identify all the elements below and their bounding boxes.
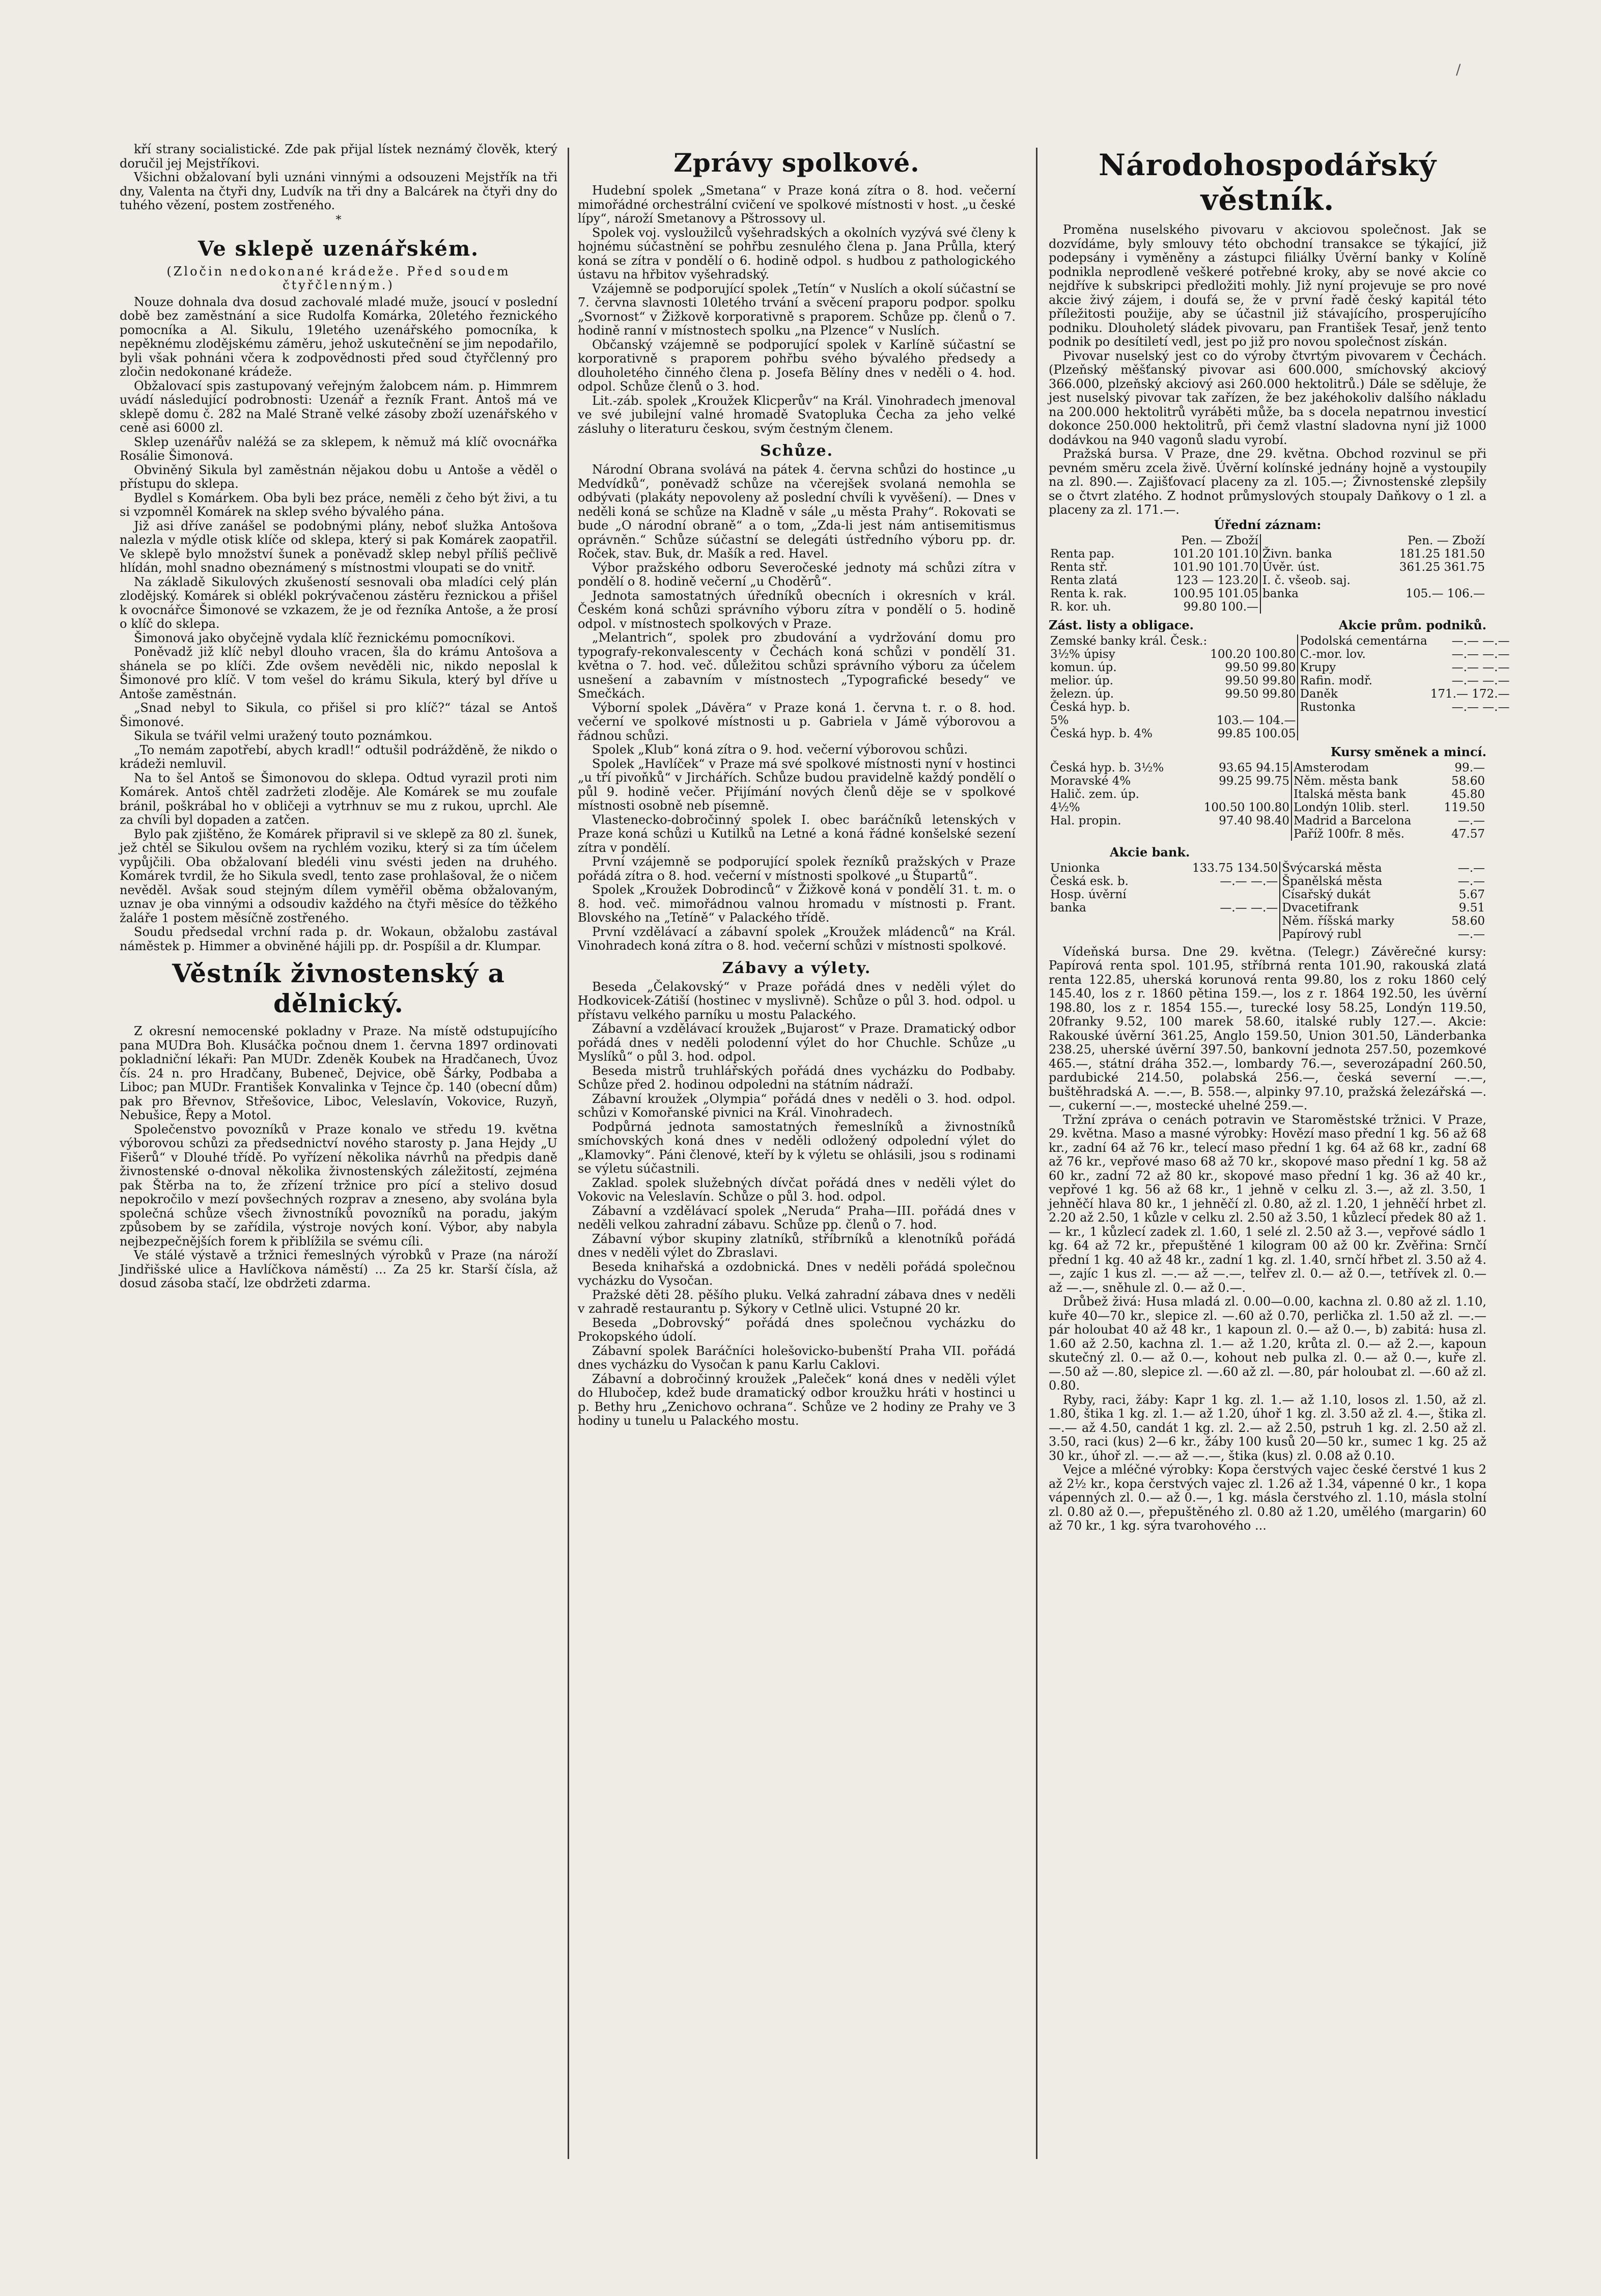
table-cell: —.— —.—: [1220, 901, 1278, 915]
paragraph: Obžalovací spis zastupovaný veřejným žalobcem nám. p. Himmrem uvádí následující podrobnosti: Uzenář a řezník Frant. Antoš má ve sklepě domu č. 282 na Malé Straně velké zásoby zboží uzenářského v ceně asi 6000 zl.: [120, 378, 557, 435]
table-cell: 123 — 123.20: [1176, 573, 1259, 587]
table-cell: —.—: [1457, 814, 1485, 827]
paragraph: Poněvadž již klíč nebyl dlouho vracen, šla do krámu Antošova a shánela se po klíči. Zde ovšem nevěděli nic, nikdo neposlal k Šimonové pro klíč. V tom vešel do krámu Sikula, který byl dříve u Antoše zaměstnán.: [120, 645, 557, 701]
notice-item: Podpůrná jednota samostatných řemeslníků a živnostníků smíchovských koná dnes v neděli odložený odpolední výlet do „Klamovky“. Páni členové, kteří by k výletu se ohlásili, jsou s rodinami se výletu súčastnili.: [578, 1119, 1016, 1176]
table-cell: [1429, 714, 1511, 727]
table-row: [1049, 600, 1486, 614]
column-rule: [1036, 148, 1037, 2159]
table-cell: [1209, 634, 1298, 648]
table-cell: [1298, 727, 1428, 740]
table-cell: 181.25 181.50: [1399, 547, 1485, 561]
table-cell: Něm. města bank: [1291, 774, 1435, 788]
table-cell: —.— —.—: [1451, 674, 1510, 687]
table-cell: Španělská města: [1280, 875, 1437, 888]
table-row: [1049, 661, 1511, 674]
table-cell: [1049, 915, 1159, 928]
table-section-title: Zást. listy a obligace.: [1049, 617, 1194, 632]
table-cell: [1049, 534, 1148, 547]
paragraph: Bydlel s Komárkem. Oba byli bez práce, neměli z čeho být živi, a tu si vzpomněl Komárek na sklep svého bývalého pána.: [120, 490, 557, 519]
table-cell: Renta pap.: [1050, 547, 1115, 561]
table-cell: [1186, 827, 1291, 841]
table-cell: 101.90 101.70: [1172, 560, 1259, 574]
table-cell: Zemské banky král. Česk.:: [1050, 634, 1207, 648]
table-cell: 99.80 100.—: [1183, 600, 1259, 614]
paragraph: Pražská bursa. V Praze, dne 29. května. Obchod rozvinul se při pevném směru zcela živě. Úvěrní kolínské jednány hojně a vystoupily na zl. 890.—. Zajišťovací placeny za zl. 105.—; Živnostenské zlepšily se o čtvrt zlatého. Z hodnot průmyslových stoupaly Daňkovy o 1 zl. a placeny za zl. 171.—.: [1049, 447, 1486, 517]
notice-item: Beseda mistrů truhlářských pořádá dnes vycházku do Podbaby. Schůze před 2. hodinou odpoledni na státním nádraží.: [578, 1063, 1016, 1092]
table-cell: —.— —.—: [1451, 700, 1510, 714]
table-row: [1049, 901, 1486, 915]
notice-item: „Melantrich“, spolek pro zbudování a vydržování domu pro typografy-rekonvalescenty v Čechách koná schůzi v pondělí 31. května o 7. hod. več. důležitou schůzi správního výboru za účelem usnešení a zabavním v místnostech „Typografické besedy“ ve Smečkách.: [578, 630, 1016, 701]
table-cell: Hal. propin.: [1050, 814, 1121, 827]
table-row: [1049, 888, 1486, 901]
paragraph: Šimonová jako obyčejně vydala klíč řeznickému pomocníkovi.: [134, 630, 516, 645]
table-cell: Dvacetifrank: [1280, 901, 1437, 915]
paragraph: kří strany socialistické. Zde pak přijal lístek neznámý člověk, který doručil jej Mejstříkovi.: [120, 142, 557, 171]
paragraph: Drůbež živá: Husa mladá zl. 0.00—0.00, kachna zl. 0.80 až zl. 1.10, kuře 40—70 kr., slepice zl. —.60 až 0.70, perlička zl. 1.50 až zl. —.— pár holoubat 40 až 48 kr., 1 kapoun zl. 0.— až 0.—, b) zabitá: husa zl. 1.60 až 2.50, kachna zl. 1.— až 1.20, krůta zl. 0.— až 2.—, kapoun skutečný zl. 0.— až 0.—, kohout neb pulka zl. 0.— až 0.—, kuře zl. —.50 až —.80, slepice zl. —.60 až zl. —.80, pár holoubat zl. —.60 až zl. 0.80.: [1049, 1294, 1486, 1393]
table-cell: [1260, 600, 1375, 614]
notice-item: Z okresní nemocenské pokladny v Praze. Na místě odstupujícího pana MUDra Boh. Klusáčka počnou dnem 1. června 1897 ordinovati pokladniční lékaři: Pan MUDr. Zdeněk Koubek na Hradčanech, Úvoz čís. 24 n. pro Hradčany, Bubeneč, Dejvice, obě Šárky, Podbaba a Liboc; pan MUDr. František Konvalinka v Tejnce čp. 140 (obecní dům) pak pro Břevnov, Střešovice, Liboc, Veleslavín, Vokovice, Ruzyň, Nebušice, Řepy a Motol.: [120, 1024, 557, 1122]
table-row: [1049, 534, 1486, 547]
rates-table: [1049, 534, 1486, 614]
table-cell: Švýcarská města: [1280, 862, 1437, 875]
table-row: [1049, 587, 1486, 600]
table-row: [1049, 561, 1486, 574]
paragraph: Proměna nuselského pivovaru v akciovou společnost. Jak se dozvídáme, byly smlouvy této obchodní transakce se týkající, již podepsány i vyměněny a zástupci filiálky Úvěrní banky v Kolíně podnikla neprodleně veškeré potřebné kroky, aby se nové akcie co nejdříve k subskripci předložiti mohly. Již nyní projevuje se pro nové akcie živý zájem, i doufá se, že v první řadě český kapitál této příležitosti použije, aby se účastnil již stávajícího, prosperujícího podniku. Dlouholetý sládek pivovaru, pan František Tesař, jenž tento podnik po desítiletí vedl, jest po již pro novou společnost získán.: [1049, 223, 1486, 349]
table-cell: Renta k. rak.: [1050, 587, 1127, 600]
economy-paragraphs: [1049, 223, 1486, 517]
notice-item: Beseda „Dobrovský“ pořádá dnes společnou vycházku do Prokopského údolí.: [578, 1315, 1016, 1344]
notice-item: Vlastenecko-dobročinný spolek I. obec baráčníků letenských v Praze koná schůzi u Kutilků na Letné a koná řádné konšelské sezení zítra v pondělí.: [578, 812, 1016, 855]
table-row: [1049, 928, 1486, 941]
table-row: [1049, 701, 1511, 714]
page-mark: /: [1456, 61, 1461, 78]
table-cell: 93.65 94.15: [1219, 761, 1290, 774]
table-row: [1049, 727, 1511, 740]
table-row: [1049, 801, 1486, 814]
table-cell: 361.25 361.75: [1399, 560, 1485, 574]
table-cell: 119.50: [1444, 800, 1485, 814]
paragraph: Na základě Sikulových zkušeností sesnovali oba mladíci celý plán zlodějský. Komárek si oblékl pokrývačenou zástěru řeznickou a přišel k ovocnářce Šimonové se vzkazem, že je od řezníka Antoše, a že prosí o klíč do sklepa.: [120, 574, 557, 631]
notice-item: Spolek voj. vysloužilců vyšehradských a okolních vyzývá své členy k hojnému súčastnění se pohřbu zesnulého člena p. Jana Průlla, který koná se zítra v pondělí o 6. hodině odpol. s hudbou z pathologického ústavu na hřbitov vyšehradský.: [578, 225, 1016, 282]
vienna-bourse: Vídeňská bursa. Dne 29. května. (Telegr.) Závěrečné kursy: Papírová renta spol. 101.95, stříbrná renta 101.90, rakouská zlatá renta 122.85, uherská korunová renta 99.80, los z roku 1860 celý 145.40, los z r. 1860 pětina 159.—, los z r. 1864 192.50, les úvěrní 198.80, los z r. 1854 155.—, turecké losy 58.25, Londýn 119.50, 20franky 9.52, 100 marek 58.60, italské rubly 127.—. Akcie: Rakouské úvěrní 361.25, Anglo 159.50, Union 301.50, Länderbanka 238.25, uherské úvěrní 397.50, bankovní jednota 257.50, pozemkové 465.—, státní dráha 352.—, lombardy 76.—, severozápadní 260.50, pardubické 214.50, polabská 256.—, česká severní —.—, buštěhradská A. —.—, B. 558.—, alpinky 97.10, pražská železářská —.—, cukerní —.—, mostecké uhelné 259.—.: [1049, 944, 1486, 1113]
table-cell: 171.— 172.—: [1430, 687, 1510, 701]
paragraph: „To nemám zapotřebí, abych kradl!“ odtušil podrážděně, že nikdo o krádeži nemluvil.: [120, 742, 557, 771]
table-cell: banka: [1260, 587, 1375, 600]
table-cell: 45.80: [1451, 787, 1485, 801]
table-row: [1049, 674, 1511, 687]
notice-item: Občanský vzájemně se podporující spolek v Karlíně súčastní se korporativně s praporem pohřbu svého bývalého předsedy a dlouholetého činného člena p. Josefa Bělíny dnes v neděli o 4. hod. odpol. Schůze členů o 3. hod.: [578, 337, 1016, 394]
table-cell: 99.25 99.75: [1219, 774, 1290, 788]
notice-item: Zábavní a vzdělávací spolek „Neruda“ Praha—III. pořádá dnes v neděli velkou zahradní zábavu. Schůze pp. členů o 7. hod.: [578, 1203, 1016, 1232]
paragraph: Sklep uzenářův naléžá se za sklepem, k němuž má klíč ovocnářka Rosálie Šimonová.: [120, 434, 557, 463]
table-cell: Moravské 4%: [1050, 774, 1131, 788]
table-cell: Rafin. modř.: [1298, 674, 1428, 687]
table-row: [1049, 648, 1511, 661]
table-cell: [1049, 827, 1186, 841]
table-row: [1049, 774, 1486, 788]
notice-item: Beseda „Čelakovský“ v Praze pořádá dnes v neděli výlet do Hodkovicek-Zátiší (hostinec v myslivně). Schůze o půl 3. hod. odpol. u přístavu velkého parníku u mostu Palackého.: [578, 979, 1016, 1022]
paragraph: Soudu předsedal vrchní rada p. dr. Wokaun, obžalobu zastával náměstek p. Himmer a obviněné hájili pp. dr. Pospíšil a dr. Klumpar.: [120, 925, 557, 953]
table-cell: —.— —.—: [1451, 660, 1510, 674]
table-cell: Podolská cementárna: [1298, 634, 1428, 648]
table-cell: 47.57: [1451, 827, 1485, 841]
table-title: Úřední záznam:: [1214, 517, 1322, 532]
paragraph: Bylo pak zjištěno, že Komárek připravil si ve sklepě za 80 zl. šunek, jež chtěl se Sikulou ovšem na rychlém voziku, který si za tím účelem vypůjčili. Oba obžalovaní bledéli vinu svésti jeden na druhého. Komárek tvrdil, že ho Sikula svedl, tento zase prohlašoval, že o ničem nevěděl. Avšak soud stejným dílem vyměřil oběma obžalovaným, uznav je oba vinnými a odsoudiv každého na čtyři měsíce do těžkého žaláře 1 postem měsíčně zostřeného.: [120, 826, 557, 925]
table-cell: 99.50 99.80: [1225, 674, 1296, 687]
subsection-heading: Zábavy a výlety.: [722, 959, 872, 977]
table-cell: Renta zlatá: [1050, 573, 1118, 587]
table-cell: [1298, 714, 1428, 727]
column-left: [120, 143, 557, 2169]
table-cell: 103.— 104.—: [1216, 713, 1296, 727]
table-cell: Krupy: [1298, 661, 1428, 674]
table-cell: melior. úp.: [1050, 674, 1113, 687]
paragraph: „Snad nebyl to Sikula, co přišel si pro klíč?“ tázal se Antoš Šimonové.: [120, 701, 557, 729]
table-cell: 99.85 100.05: [1217, 727, 1296, 740]
section-heading: Národohospodářský věstník.: [1098, 148, 1437, 217]
table-cell: —.— —.—: [1451, 647, 1510, 661]
market-report: [1049, 1113, 1486, 1533]
table-row: [1049, 634, 1511, 648]
table-row: [1049, 547, 1486, 561]
table-row: [1049, 862, 1486, 875]
table-cell: Česká hyp. b. 3½%: [1050, 761, 1164, 774]
table-cell: 4½%: [1050, 800, 1080, 814]
table-cell: [1159, 888, 1280, 901]
table-cell: 99.50 99.80: [1225, 660, 1296, 674]
table-cell: C.-mor. lov.: [1298, 648, 1428, 661]
exchange-table: [1049, 761, 1486, 841]
table-cell: [1260, 534, 1375, 547]
table-cell: 133.75 134.50: [1192, 861, 1278, 875]
table-row: [1049, 814, 1486, 827]
table-cell: banka: [1050, 901, 1086, 915]
notice-item: Společenstvo povozníků v Praze konalo ve středu 19. května výborovou schůzi za předsednictví nového starosty p. Jana Hejdy „U Fišerů“ v Dlouhé třídě. Po vyřízení několika návrhů na předpis daně živnostenské o-dnoval několika živnostenských záležitostí, zejména pak Štěrba na to, že zřízení tržnice pro pící a stelivo dosud nepokročilo v mezí povšechných rozprav a zneseno, aby svolána byla společná schůze všech živnostníků povozníků na poradu, jakým způsobem by se zařídila, výstroje nových koní. Výbor, aby nabyla nejbezpečnějších forem k přiblížila se svému cíli.: [120, 1122, 557, 1249]
table-cell: Pen. — Zboží: [1408, 534, 1485, 547]
notice-item: Zábavní a vzdělávací kroužek „Bujarost“ v Praze. Dramatický odbor pořádá dnes v neděli polodenní výlet do hor Chuchle. Schůze „u Myslíků“ o půl 3. hod. odpol.: [578, 1021, 1016, 1064]
table-cell: [1049, 928, 1159, 941]
notice-item: Zaklad. spolek služebných dívčat pořádá dnes v neděli výlet do Vokovic na Veleslavín. Schůze o půl 3. hod. odpol.: [578, 1175, 1016, 1204]
table-cell: Živn. banka: [1260, 547, 1375, 561]
table-cell: Úvěr. úst.: [1260, 561, 1375, 574]
table-cell: Rustonka: [1298, 701, 1428, 714]
paragraph: Již asi dříve zanášel se podobnými plány, neboť služka Antošova nalezla v mýdle otisk klíče od sklepa, který si pak Komárek zaopatřil. Ve sklepě bylo množství šunek a poněvadž sklep nebyl příliš pečlivě hlídán, mohl snadno obeznámený s místnostmi vloupati se do vnitř.: [120, 518, 557, 575]
table-cell: —.— —.—: [1220, 874, 1278, 888]
table-cell: Papírový rubl: [1280, 928, 1437, 941]
section-heading: Zprávy spolkové.: [673, 148, 920, 178]
table-cell: R. kor. uh.: [1050, 600, 1111, 614]
table-cell: Císařský dukát: [1280, 888, 1437, 901]
paragraph: Ryby, raci, žáby: Kapr 1 kg. zl. 1.— až 1.10, losos zl. 1.50, až zl. 1.80, štika 1 kg. zl. 1.— až 1.20, úhoř 1 kg. zl. 3.50 až zl. 4.—, štika zl. —.— až 4.50, candát 1 kg. zl. 2.— až 2.50, pstruh 1 kg. zl. 2.50 až zl. 3.50, raci (kus) 2—6 kr., žáby 100 kusů 20—50 kr., sumec 1 kg. 25 až 30 kr., úhoř zl. —.— až —.—, štika (kus) zl. 0.08 až 0.10.: [1049, 1392, 1486, 1463]
table-cell: 100.50 100.80: [1203, 800, 1290, 814]
paragraph: Všichni obžalovaní byli uznáni vinnými a odsouzeni Mejstřík na tři dny, Valenta na čtyři dny, Ludvík na tři dny a Balcárek na čtyři dny do tuhého vězení, postem zostřeného.: [120, 170, 557, 212]
table-row: [1049, 714, 1511, 727]
paragraph: Pivovar nuselský jest co do výroby čtvrtým pivovarem v Čechách. (Plzeňský měšťanský pivovar asi 600.000, smíchovský akciový 366.000, plzeňský akciový asi 260.000 hektolitrů.) Dále se sděluje, že jest nuselský pivovar tak zařízen, že bez jakéhokoliv dalšího nákladu na 200.000 hektolitrů vyráběti může, ba s docela nepatrnou investicí dokonce 250.000 hektolitrů, při čemž vlastní sladovna nyní již 1000 dodávkou na 940 vagonů sladu vyrobí.: [1049, 348, 1486, 447]
notice-item: Hudební spolek „Smetana“ v Praze koná zítra o 8. hod. večerní mimořádné orchestrální cvičení ve spolkové místnosti v host. „u české lípy“, nároží Smetanovy a Pštrossovy ul.: [578, 183, 1016, 226]
table-cell: Renta stř.: [1050, 560, 1108, 574]
table-cell: [1159, 915, 1280, 928]
paragraph: Obviněný Sikula byl zaměstnán nějakou dobu u Antoše a věděl o přístupu do sklepa.: [120, 462, 557, 491]
table-row: [1049, 827, 1486, 841]
paragraph: Tržní zpráva o cenách potravin ve Staroměstské tržnici. V Praze, 29. května. Maso a masné výrobky: Hovězí maso přední 1 kg. 56 až 68 kr., zadní 64 až 76 kr., telecí maso přední 1 kg. 64 až 68 kr., zadní 68 až 76 kr., vepřové maso 68 až 70 kr., skopové maso přední 1 kg. 58 až 60 kr., zadní 72 až 80 kr., skopové maso přední 1 kg. 36 až 40 kr., vepřové 1 kg. 56 až 68 kr., 1 jehně v celku zl. 3.—, až zl. 3.50, 1 jehněčí hlava 80 kr., 1 jehněčí zl. 0.80, až zl. 1.20, 1 jehněčí hrbet zl. 2.20 až 2.50, 1 kůzle v celku zl. 2.50 až 3.50, 1 kůzlecí předek 80 až 1.— kr., 1 kůzlecí zadek zl. 1.60, 1 selé zl. 2.50 až 3.—, vepřové sádlo 1 kg. 64 až 72 kr., přepuštěné 1 kilogram 00 až 00 kr. Zvěřina: Srnčí přední 1 kg. 40 až 48 kr., zadní 1 kg. zl. 1.40, srnčí hřbet zl. 3.50 až 4.—, zajíc 1 kus zl. —.— až —.—, telřev zl. 0.— až 0.—, tetřívek zl. 0.— až —.—, sněhule zl. 0.— až 0.—.: [1049, 1112, 1486, 1295]
table-cell: Daněk: [1298, 687, 1428, 701]
table-cell: Něm. říšská marky: [1280, 915, 1437, 928]
table-row: [1049, 761, 1486, 774]
notice-item: Spolek „Klub“ koná zítra o 9. hod. večerní výborovou schůzi.: [592, 742, 968, 757]
notice-item: Ve stálé výstavě a tržnici řemeslných výrobků v Praze (na nároží Jindřišské ulice a Havlíčkova náměstí) ... Za 25 kr. Starší čísla, až dosud zásoba stačí, lze obdržeti zdarma.: [120, 1248, 557, 1290]
notice-item: Národní Obrana svolává na pátek 4. června schůzi do hostince „u Medvídků“, poněvadž schůze na včerejšek svolaná nemohla se odbývati (plakáty nepovoleny až poslední chvíli k vyvěšení). — Dnes v neděli koná se schůze na Kladně v sále „u města Prahy“. Rokovati se bude „O národní obraně“ a o tom, „Zda-li jest nám antisemitismus oprávněn.“ Schůze súčastní se delegáti ústředního výboru pp. dr. Roček, stav. Buk, dr. Mašík a red. Havel.: [578, 462, 1016, 561]
table-cell: —.— —.—: [1451, 634, 1510, 648]
table-cell: —.—: [1457, 874, 1485, 888]
table-cell: Česká hyp. b.: [1050, 700, 1131, 714]
notice-item: Spolek „Havlíček“ v Praze má své spolkové místnosti nyní v hostinci „u tří pivoňků“ v Jirchářích. Schůze budou pravidelně každý pondělí o půl 9. hodině večer. Přijímání nových členů děje se v spolkové místnosti osobně neb písemně.: [578, 756, 1016, 813]
notice-item: Jednota samostatných úředníků obecních i okresních v král. Českém koná schůzi správního výboru zítra v pondělí o 5. hodině odpol. v místnostech spolkových v Praze.: [578, 588, 1016, 631]
notice-item: Výbor pražského odboru Severočeské jednoty má schůzi zítra v pondělí o 8. hodině večerní „u Choděrů“.: [578, 560, 1016, 589]
column-middle: [578, 143, 1016, 2169]
table-cell: Hosp. úvěrní: [1050, 888, 1127, 901]
section-heading: Věstník živnostenský a dělnický.: [172, 958, 505, 1018]
table-cell: [1429, 727, 1511, 740]
article-heading: Ve sklepě uzenářském.: [198, 236, 480, 261]
intro-paragraphs: [120, 143, 557, 213]
column-right: [1049, 143, 1510, 2169]
notice-item: Zábavní kroužek „Olympia“ pořádá dnes v neděli o 3. hod. odpol. schůzi v Komořanské pivnici na Král. Vinohradech.: [578, 1091, 1016, 1120]
notice-item: Beseda knihařská a ozdobnická. Dnes v neděli pořádá společnou vycházku do Vysočan.: [578, 1259, 1016, 1288]
paragraph: Sikula se tvářil velmi uražený touto poznámkou.: [134, 729, 433, 743]
notice-item: První vzdělávací a zábavní spolek „Kroužek mládenců“ na Král. Vinohradech koná zítra o 8. hod. večerní schůzi v místnosti spolkové.: [578, 924, 1016, 953]
bonds-table: [1049, 634, 1511, 740]
table-cell: 5%: [1050, 713, 1069, 727]
column-rule: [568, 148, 569, 2159]
table-cell: [1186, 788, 1291, 801]
table-cell: Londýn 10lib. sterl.: [1291, 801, 1435, 814]
table-section-title: Akcie prům. podniků.: [1338, 617, 1486, 632]
article-subheading: (Zločin nedokonané krádeže. Před soudem čtyřčlenným.): [166, 264, 511, 292]
article-body: [120, 295, 557, 954]
notice-item: Výborní spolek „Dávěra“ v Praze koná 1. června t. r. o 8. hod. večerní ve spolkové místnosti u p. Gabriela v Jámě výborovou a řádnou schůzi.: [578, 700, 1016, 743]
notice-item: První vzájemně se podporující spolek řezníků pražských v Praze pořádá zítra o 8. hod. večerní v místnosti spolkové „u Štupartů“.: [578, 854, 1016, 883]
table-row: [1049, 875, 1486, 888]
table-cell: I. č. všeob. saj.: [1260, 574, 1375, 587]
table-cell: 5.67: [1458, 888, 1485, 901]
notice-item: Vzájemně se podporující spolek „Tetín“ v Nuslích a okolí súčastní se 7. června slavnosti 10letého trvání a svěcení praporu podpor. spolku „Svornost“ v Žižkově korporativně s praporem. Schůze pp. členů o 7. hodině ranní v místnostech spolku „na Plzence“ v Nuslích.: [578, 281, 1016, 338]
table-cell: 99.50 99.80: [1225, 687, 1296, 701]
notice-item: Zábavní výbor skupiny zlatníků, stříbrníků a klenotníků pořádá dnes v neděli výlet do Zbraslavi.: [578, 1231, 1016, 1260]
paragraph: Nouze dohnala dva dosud zachovalé mladé muže, jsoucí v poslední době bez zaměstnání a sice Rudolfa Komárka, 20letého řeznického pomocníka a Al. Sikulu, 19letého uzenářského pomocníka, k nepěknému zlodějskému záměru, jehož uskutečnění se jim nepodařilo, byli však pohnáni včera k zodpovědnosti před soud čtyřčlenný pro zločin nedokonané krádeže.: [120, 294, 557, 379]
table-section-title: Akcie bank.: [1110, 844, 1190, 860]
notice-item: Spolek „Kroužek Dobrodinců“ v Žižkově koná v pondělí 31. t. m. o 8. hod. več. mimořádnou valnou hromadu v místnosti p. Frant. Blovského na „Tetíně“ v Palackého třídě.: [578, 882, 1016, 925]
table-cell: železn. úp.: [1050, 687, 1114, 701]
table-cell: 58.60: [1451, 774, 1485, 788]
notice-item: Zábavní a dobročinný kroužek „Paleček“ koná dnes v neděli výlet do Hlubočep, kdež bude dramatický odbor kroužku hráti v hostinci u p. Bethy hru „Zenichovo ochrana“. Schůze ve 2 hodiny ze Prahy ve 3 hodiny u tunelu u Palackého mostu.: [578, 1371, 1016, 1428]
table-cell: 97.40 98.40: [1219, 814, 1290, 827]
table-cell: —.—: [1457, 861, 1485, 875]
section-star: *: [335, 213, 342, 227]
table-cell: 101.20 101.10: [1172, 547, 1259, 561]
meetings-list: [578, 463, 1016, 953]
table-row: [1049, 687, 1511, 701]
table-cell: Česká esk. b.: [1050, 874, 1129, 888]
table-row: [1049, 915, 1486, 928]
table-row: [1049, 788, 1486, 801]
table-cell: Pen. — Zboží: [1181, 534, 1259, 547]
table-cell: komun. úp.: [1050, 660, 1117, 674]
table-cell: —.—: [1457, 927, 1485, 941]
subsection-heading: Schůze.: [760, 442, 834, 460]
notice-item: Lit.-záb. spolek „Kroužek Klicperův“ na Král. Vinohradech jmenoval ve své jubilejní valné hromadě Svatopluka Čecha za jeho velké zásluhy o literaturu českou, svým čestným členem.: [578, 393, 1016, 436]
table-cell: 100.95 101.05: [1172, 587, 1259, 600]
table-cell: 58.60: [1451, 914, 1485, 928]
club-news: [578, 184, 1016, 436]
table-cell: 105.— 106.—: [1406, 587, 1485, 600]
paragraph: Vejce a mléčné výrobky: Kopa čerstvých vajec české čerstvé 1 kus 2 až 2½ kr., kopa čerstvých vajec zl. 1.26 až 1.34, vápenné 0 kr., 1 kopa vápenných zl. 0.— až 0.—, 1 kg. másla čerstvého zl. 1.10, másla stolní zl. 0.80 až 0.—, přepuštěného zl. 0.80 až 1.20, umělého (margarin) 60 až 70 kr., 1 kg. sýra tvarohového ...: [1049, 1462, 1486, 1533]
trade-news: [120, 1025, 557, 1291]
notice-item: Zábavní spolek Baráčníci holešovicko-bubenští Praha VII. pořádá dnes vycházku do Vysočan k panu Karlu Caklovi.: [578, 1343, 1016, 1372]
events-list: [578, 980, 1016, 1428]
table-cell: Unionka: [1050, 861, 1100, 875]
table-cell: Halič. zem. úp.: [1050, 787, 1139, 801]
table-cell: 99.—: [1454, 761, 1485, 774]
table-cell: Česká hyp. b. 4%: [1050, 727, 1153, 740]
table-cell: 9.51: [1458, 901, 1485, 915]
table-cell: 3½% úpisy: [1050, 647, 1115, 661]
table-section-title: Kursy směnek a mincí.: [1330, 744, 1486, 759]
paragraph: Na to šel Antoš se Šimonovou do sklepa. Odtud vyrazil proti nim Komárek. Antoš chtěl zadržeti zloděje. Ale Komárek se mu zoufale bránil, poškrábal ho v obličeji a vytrhnuv se mu z rukou, uprchl. Ale za chvíli byl dopaden a zatčen.: [120, 770, 557, 827]
bank-table: [1049, 862, 1486, 941]
table-cell: [1375, 574, 1486, 587]
table-section-titles: [1049, 618, 1486, 632]
table-cell: 100.20 100.80: [1210, 647, 1296, 661]
table-cell: Amsterodam: [1291, 761, 1435, 774]
table-cell: [1375, 600, 1486, 614]
table-cell: Paříž 100fr. 8 měs.: [1291, 827, 1435, 841]
table-cell: Madrid a Barcelona: [1291, 814, 1435, 827]
table-cell: [1159, 928, 1280, 941]
table-cell: [1209, 701, 1298, 714]
notice-item: Pražské děti 28. pěšího pluku. Velká zahradní zábava dnes v neděli v zahradě restaurantu p. Sýkory v Cetlně ulici. Vstupné 20 kr.: [578, 1287, 1016, 1316]
table-row: [1049, 574, 1486, 587]
table-cell: Italská města bank: [1291, 788, 1435, 801]
